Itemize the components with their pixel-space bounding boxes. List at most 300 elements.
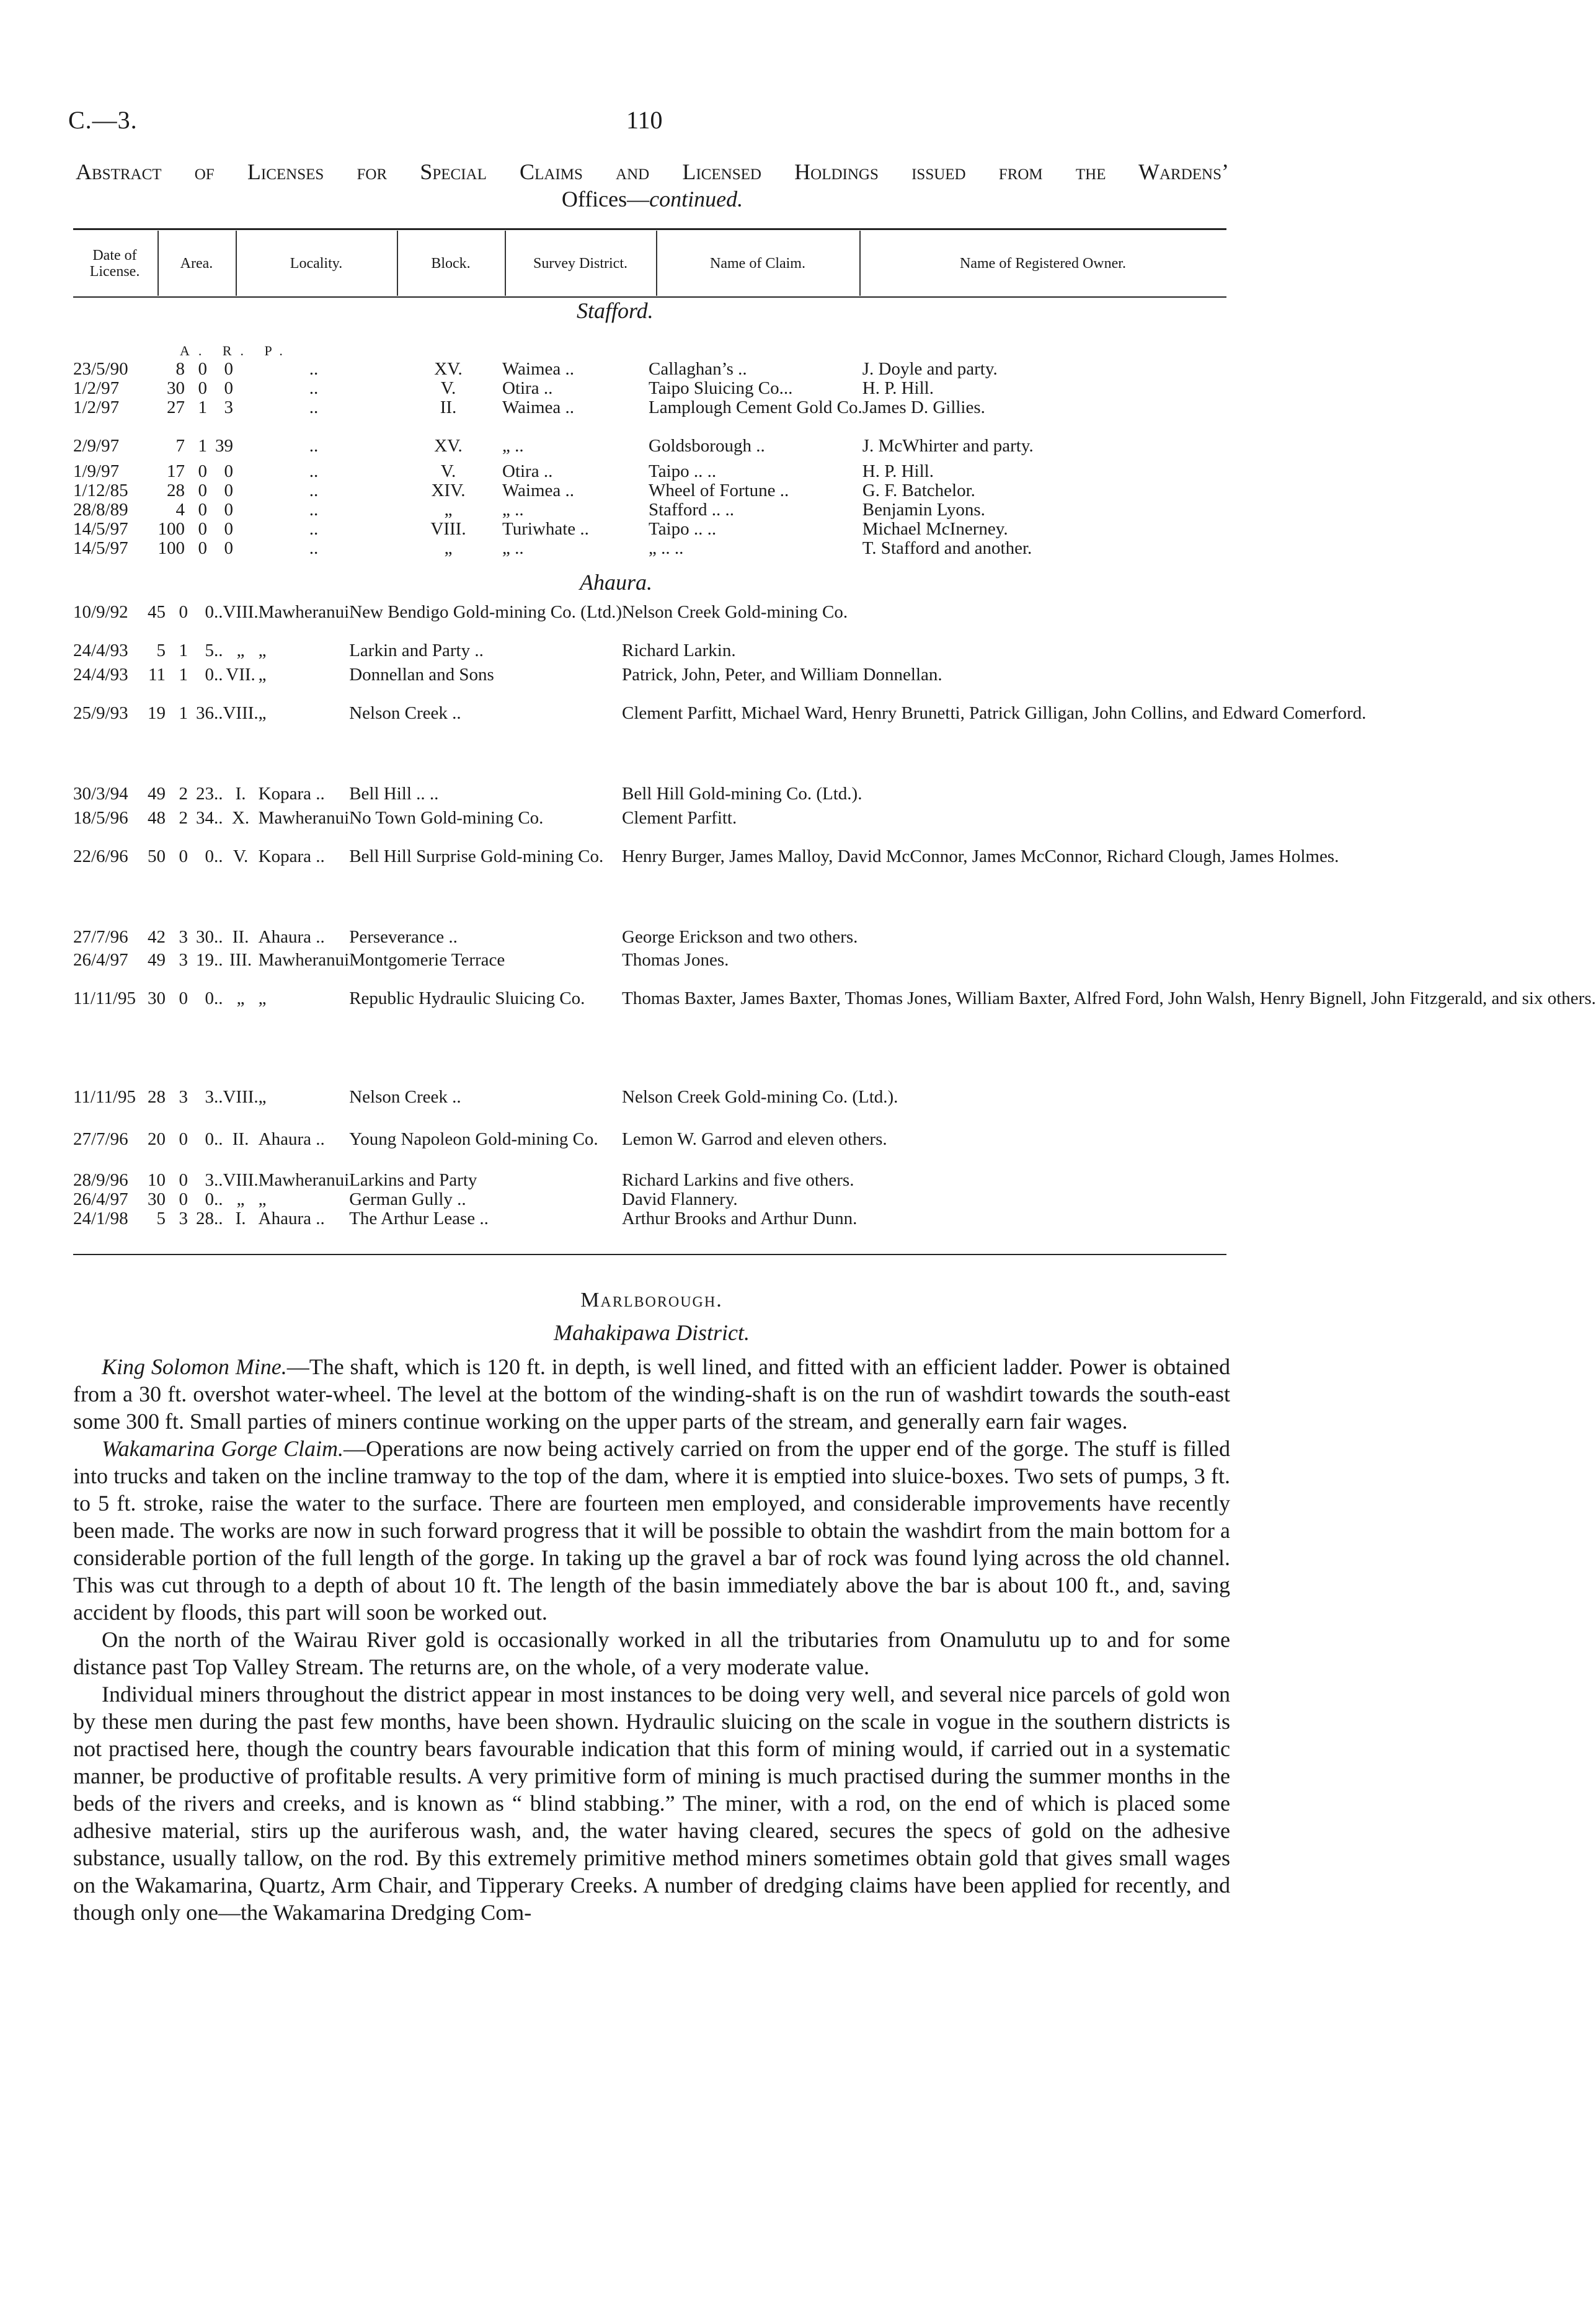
cell-block: XV. <box>434 359 463 379</box>
cell-date: 25/9/93 <box>73 703 128 723</box>
cell-acres: 27 <box>167 397 185 417</box>
cell-claim: The Arthur Lease .. <box>349 1209 489 1228</box>
title-line-2-text: Offices— <box>561 187 650 211</box>
cell-area <box>155 437 233 462</box>
cell-claim: Nelson Creek .. <box>349 703 461 723</box>
page-number: 110 <box>626 106 663 134</box>
title-line-2-continued: continued. <box>649 187 743 211</box>
table-row <box>73 379 1185 398</box>
cell-roods: 0 <box>179 602 188 622</box>
table-row <box>73 437 1185 462</box>
cell-perches: 0 <box>205 602 214 622</box>
report-paragraph <box>73 1626 1230 1681</box>
cell-block: „ <box>236 988 245 1008</box>
cell-acres: 49 <box>147 950 166 970</box>
table-row <box>73 1088 1596 1130</box>
cell-roods: 1 <box>179 665 188 685</box>
cell-area <box>155 462 233 481</box>
cell-locality: .. <box>213 665 223 685</box>
cell-claim: Montgomerie Terrace <box>349 950 505 970</box>
cell-owner: Lemon W. Garrod and eleven others. <box>622 1129 887 1149</box>
header-divider <box>397 231 398 296</box>
cell-date: 27/7/96 <box>73 927 128 947</box>
cell-block: „ <box>444 538 453 558</box>
cell-owner: G. F. Batchelor. <box>862 481 975 500</box>
cell-area <box>136 951 214 989</box>
cell-perches: 0 <box>205 988 214 1008</box>
cell-area <box>155 520 233 539</box>
cell-claim: Bell Hill .. .. <box>349 784 439 804</box>
cell-block: XV. <box>434 436 463 456</box>
cell-roods: 0 <box>179 846 188 866</box>
report-paragraph <box>73 1353 1230 1435</box>
cell-owner: Thomas Jones. <box>622 950 729 970</box>
cell-owner: Patrick, John, Peter, and William Donnellan. <box>622 665 942 685</box>
cell-perches: 0 <box>224 481 233 500</box>
cell-locality: .. <box>309 538 319 558</box>
paragraph-text: —Operations are now being actively carried on from the upper end of the gorge. The stuff is filled into trucks and taken on the incline tramway to the top of the dam, where it is emptied into sluice-boxes. Two sets of pumps, 3 ft. to 5 ft. stroke, raise the water to the surface. There are fourteen men employed, and considerable improvements have recently been made. The works are now in such forward progress that it will be possible to obtain the washdirt from the main bottom for a considerable portion of the full length of the gorge. In taking up the gravel a bar of rock was found lying across the old channel. This was cut through to a depth of about 10 ft. The length of the basin immediately above the bar is about 100 ft., and, saving accident by floods, this part will soon be worked out. <box>73 1436 1230 1625</box>
cell-area <box>136 641 214 665</box>
cell-area <box>136 1130 214 1171</box>
cell-perches: 0 <box>224 461 233 481</box>
paragraph-lead: King Solomon Mine. <box>102 1354 287 1379</box>
cell-block: I. <box>235 784 246 804</box>
cell-locality: .. <box>309 500 319 520</box>
cell-owner: James D. Gillies. <box>862 397 985 417</box>
cell-district: „ <box>258 641 267 660</box>
header-block: Block. <box>431 255 471 272</box>
cell-claim: Donnellan and Sons <box>349 665 494 685</box>
table-row <box>73 847 1596 928</box>
cell-perches: 5 <box>205 641 214 660</box>
cell-date: 1/9/97 <box>73 461 120 481</box>
cell-block: I. <box>235 1209 246 1228</box>
cell-district: „ .. <box>502 436 524 456</box>
cell-claim: Wheel of Fortune .. <box>649 481 789 500</box>
header-top-rule <box>73 228 1226 230</box>
cell-perches: 3 <box>205 1087 214 1107</box>
cell-acres: 45 <box>147 602 166 622</box>
cell-owner: Nelson Creek Gold-mining Co. <box>622 602 848 622</box>
cell-locality: .. <box>309 481 319 500</box>
cell-locality: .. <box>213 1087 223 1107</box>
cell-area <box>136 847 214 928</box>
cell-perches: 39 <box>215 436 233 456</box>
cell-block: VIII. <box>223 703 259 723</box>
cell-date: 24/4/93 <box>73 641 128 660</box>
cell-district: Turiwhate .. <box>502 519 589 539</box>
cell-area <box>136 1171 214 1190</box>
cell-perches: 0 <box>224 378 233 398</box>
cell-area <box>136 989 214 1088</box>
cell-claim: Taipo .. .. <box>649 461 717 481</box>
cell-district: „ <box>258 988 267 1008</box>
cell-district: Mawheranui <box>258 602 350 622</box>
paragraph-lead: Wakamarina Gorge Claim. <box>102 1436 344 1461</box>
cell-date: 28/9/96 <box>73 1170 128 1190</box>
cell-district: „ <box>258 703 267 723</box>
cell-claim: Callaghan’s .. <box>649 359 747 379</box>
cell-perches: 0 <box>205 1189 214 1209</box>
cell-perches: 0 <box>224 538 233 558</box>
cell-district: „ <box>258 1087 267 1107</box>
cell-date: 2/9/97 <box>73 436 120 456</box>
cell-roods: 1 <box>198 436 207 456</box>
cell-block: V. <box>440 378 456 398</box>
cell-acres: 17 <box>167 461 185 481</box>
cell-roods: 3 <box>179 1087 188 1107</box>
cell-date: 24/1/98 <box>73 1209 128 1228</box>
cell-district: Waimea .. <box>502 359 575 379</box>
cell-area <box>136 704 214 784</box>
cell-district: Mawheranui <box>258 1170 350 1190</box>
cell-roods: 0 <box>198 519 207 539</box>
cell-block: XIV. <box>431 481 466 500</box>
table-row <box>73 603 1596 641</box>
cell-claim: Young Napoleon Gold-mining Co. <box>349 1129 598 1149</box>
cell-locality: .. <box>213 846 223 866</box>
header-divider <box>656 231 657 296</box>
cell-locality: .. <box>309 461 319 481</box>
cell-area <box>136 1190 214 1209</box>
header-date: Date of License. <box>89 247 140 280</box>
cell-locality: .. <box>213 1129 223 1149</box>
paragraph-text: Individual miners throughout the district appear in most instances to be doing very well, and several nice parcels of gold won by these men during the past few months, have been shown. Hydraulic sluicing on the scale in vogue in the southern districts is not practised here, though the country bears favourable indication that this form of mining would, if carried out in a systematic manner, be productive of profitable results. A very primitive form of mining is much practised during the summer months in the beds of the rivers and creeks, and is known as “ blind stabbing.” The miner, with a rod, on the end of which is placed some adhesive material, stirs up the auriferous wash, and, the water having cleared, secures the specs of gold on the adhesive substance, usually tallow, on the rod. By this extremely primitive method miners sometimes obtain gold that gives small wages on the Wakamarina, Quartz, Arm Chair, and Tipperary Creeks. A number of dredging claims have been applied for recently, and though only one—the Wakamarina Dredging Com- <box>73 1682 1230 1925</box>
cell-date: 28/8/89 <box>73 500 128 520</box>
cell-perches: 0 <box>224 519 233 539</box>
table-header <box>73 231 1226 296</box>
cell-locality: .. <box>309 378 319 398</box>
cell-roods: 0 <box>198 461 207 481</box>
cell-date: 14/5/97 <box>73 538 128 558</box>
cell-area <box>155 539 233 558</box>
title-line-2 <box>76 185 1229 213</box>
cell-perches: 30 <box>195 927 214 947</box>
cell-district: Mawheranui <box>258 808 350 828</box>
cell-area <box>155 398 233 437</box>
header-claim: Name of Claim. <box>710 255 805 272</box>
table-row <box>73 539 1185 558</box>
cell-perches: 3 <box>224 397 233 417</box>
cell-district: Mawheranui <box>258 950 350 970</box>
cell-locality: .. <box>213 703 223 723</box>
cell-area <box>136 603 214 641</box>
cell-acres: 100 <box>157 519 185 539</box>
cell-acres: 5 <box>156 1209 166 1228</box>
cell-district: Kopara .. <box>258 784 325 804</box>
table-row <box>73 641 1596 665</box>
cell-owner: Nelson Creek Gold-mining Co. (Ltd.). <box>622 1087 898 1107</box>
cell-owner: H. P. Hill. <box>862 461 934 481</box>
table-row <box>73 951 1596 989</box>
cell-claim: Nelson Creek .. <box>349 1087 461 1107</box>
cell-date: 11/11/95 <box>73 1087 136 1107</box>
cell-claim: New Bendigo Gold-mining Co. (Ltd.) <box>349 602 622 622</box>
cell-perches: 0 <box>205 665 214 685</box>
cell-district: Ahaura .. <box>258 1209 325 1228</box>
cell-date: 18/5/96 <box>73 808 128 828</box>
cell-district: Waimea .. <box>502 481 575 500</box>
paragraph-text: On the north of the Wairau River gold is occasionally worked in all the tributaries from Onamulutu up to and for some distance past Top Valley Stream. The returns are, on the whole, of a very moderate value. <box>73 1627 1230 1679</box>
table-row <box>73 1209 1596 1228</box>
cell-owner: Henry Burger, James Malloy, David McConnor, James McConnor, Richard Clough, James Holmes. <box>622 846 1339 866</box>
cell-locality: .. <box>213 641 223 660</box>
cell-perches: 23 <box>195 784 214 804</box>
stafford-table <box>73 360 1185 558</box>
cell-district: Waimea .. <box>502 397 575 417</box>
cell-roods: 3 <box>179 950 188 970</box>
table-title <box>76 158 1229 213</box>
cell-district: „ .. <box>502 538 524 558</box>
cell-perches: 19 <box>195 950 214 970</box>
table-row <box>73 500 1185 520</box>
cell-date: 11/11/95 <box>73 988 136 1008</box>
cell-roods: 1 <box>179 641 188 660</box>
cell-date: 23/5/90 <box>73 359 128 379</box>
cell-owner: Benjamin Lyons. <box>862 500 985 520</box>
cell-perches: 36 <box>195 703 214 723</box>
cell-acres: 28 <box>167 481 185 500</box>
cell-block: X. <box>231 808 250 828</box>
cell-locality: .. <box>309 436 319 456</box>
report-paragraph <box>73 1435 1230 1626</box>
cell-roods: 0 <box>179 1189 188 1209</box>
cell-acres: 30 <box>147 1189 166 1209</box>
cell-area <box>136 1209 214 1228</box>
cell-locality: .. <box>213 784 223 804</box>
cell-owner: Bell Hill Gold-mining Co. (Ltd.). <box>622 784 862 804</box>
cell-acres: 30 <box>167 378 185 398</box>
cell-claim: Larkin and Party .. <box>349 641 484 660</box>
cell-locality: .. <box>309 519 319 539</box>
cell-claim: Lamplough Cement Gold Co. <box>649 397 862 417</box>
cell-block: „ <box>236 1189 245 1209</box>
cell-roods: 1 <box>179 703 188 723</box>
cell-locality: .. <box>213 1170 223 1190</box>
cell-acres: 50 <box>147 846 166 866</box>
cell-claim: Perseverance .. <box>349 927 458 947</box>
cell-owner: J. McWhirter and party. <box>862 436 1034 456</box>
cell-block: VIII. <box>223 1170 259 1190</box>
cell-owner: Arthur Brooks and Arthur Dunn. <box>622 1209 858 1228</box>
table-row <box>73 462 1185 481</box>
cell-locality: .. <box>213 927 223 947</box>
cell-area <box>136 1088 214 1130</box>
header-divider <box>157 231 159 296</box>
cell-date: 10/9/92 <box>73 602 128 622</box>
cell-owner: Richard Larkins and five others. <box>622 1170 854 1190</box>
cell-owner: J. Doyle and party. <box>862 359 998 379</box>
cell-locality: .. <box>213 988 223 1008</box>
cell-district: „ <box>258 665 267 685</box>
cell-block: „ <box>444 500 453 520</box>
cell-claim: Taipo .. .. <box>649 519 717 539</box>
cell-roods: 0 <box>198 378 207 398</box>
cell-area <box>136 809 214 847</box>
cell-claim: German Gully .. <box>349 1189 466 1209</box>
cell-area <box>136 928 214 951</box>
cell-owner: Richard Larkin. <box>622 641 736 660</box>
table-row <box>73 928 1596 951</box>
header-district: Survey District. <box>533 255 627 272</box>
cell-owner: David Flannery. <box>622 1189 738 1209</box>
cell-claim: Goldsborough .. <box>649 436 765 456</box>
cell-block: VIII. <box>223 602 259 622</box>
cell-date: 26/4/97 <box>73 1189 128 1209</box>
cell-area <box>155 379 233 398</box>
cell-date: 26/4/97 <box>73 950 128 970</box>
cell-acres: 42 <box>147 927 166 947</box>
cell-locality: .. <box>309 397 319 417</box>
cell-acres: 30 <box>147 988 166 1008</box>
cell-owner: Clement Parfitt, Michael Ward, Henry Brunetti, Patrick Gilligan, John Collins, and Edward Comerford. <box>622 703 1367 723</box>
cell-area <box>155 481 233 500</box>
cell-area <box>155 360 233 379</box>
cell-roods: 0 <box>179 1170 188 1190</box>
cell-owner: Thomas Baxter, James Baxter, Thomas Jones, William Baxter, Alfred Ford, John Walsh, Henry Bignell, John Fitzgerald, and six others. <box>622 988 1596 1008</box>
cell-district: Otira .. <box>502 378 553 398</box>
cell-acres: 48 <box>147 808 166 828</box>
paragraph-text: —The shaft, which is 120 ft. in depth, is well lined, and fitted with an efficient ladder. Power is obtained from a 30 ft. overshot water-wheel. The level at the bottom of the winding-shaft is on the run of washdirt towards the south-east some 300 ft. Small parties of miners continue working on the upper parts of the stream, and generally earn fair wages. <box>73 1354 1230 1434</box>
report-subheading: Mahakipawa District. <box>554 1320 750 1345</box>
cell-perches: 3 <box>205 1170 214 1190</box>
cell-block: VIII. <box>223 1087 259 1107</box>
cell-perches: 0 <box>205 1129 214 1149</box>
cell-acres: 19 <box>147 703 166 723</box>
cell-district: „ .. <box>502 500 524 520</box>
cell-area <box>155 500 233 520</box>
cell-block: „ <box>236 641 245 660</box>
cell-acres: 100 <box>157 538 185 558</box>
header-divider <box>505 231 506 296</box>
table-row <box>73 784 1596 809</box>
cell-date: 27/7/96 <box>73 1129 128 1149</box>
cell-locality: .. <box>213 1209 223 1228</box>
cell-owner: Clement Parfitt. <box>622 808 737 828</box>
cell-acres: 49 <box>147 784 166 804</box>
header-area: Area. <box>180 255 213 272</box>
cell-date: 1/2/97 <box>73 397 120 417</box>
cell-date: 22/6/96 <box>73 846 128 866</box>
cell-district: „ <box>258 1189 267 1209</box>
cell-block: III. <box>229 950 252 970</box>
cell-block: II. <box>232 1129 249 1149</box>
cell-claim: Republic Hydraulic Sluicing Co. <box>349 988 585 1008</box>
cell-locality: .. <box>213 602 223 622</box>
cell-acres: 5 <box>156 641 166 660</box>
cell-block: V. <box>440 461 456 481</box>
cell-acres: 8 <box>175 359 185 379</box>
cell-acres: 10 <box>147 1170 166 1190</box>
cell-locality: .. <box>213 950 223 970</box>
cell-owner: T. Stafford and another. <box>862 538 1032 558</box>
cell-perches: 28 <box>195 1209 214 1228</box>
cell-block: V. <box>233 846 249 866</box>
cell-claim: Stafford .. .. <box>649 500 735 520</box>
cell-district: Kopara .. <box>258 846 325 866</box>
cell-date: 24/4/93 <box>73 665 128 685</box>
cell-roods: 0 <box>179 988 188 1008</box>
ahaura-table <box>73 603 1596 1228</box>
cell-owner: Michael McInerney. <box>862 519 1008 539</box>
cell-roods: 0 <box>198 538 207 558</box>
cell-roods: 0 <box>198 359 207 379</box>
cell-roods: 3 <box>179 1209 188 1228</box>
cell-perches: 0 <box>205 846 214 866</box>
cell-date: 1/2/97 <box>73 378 120 398</box>
cell-locality: .. <box>213 1189 223 1209</box>
table-row <box>73 481 1185 500</box>
table-row <box>73 665 1596 704</box>
cell-claim: No Town Gold-mining Co. <box>349 808 544 828</box>
cell-claim: Bell Hill Surprise Gold-mining Co. <box>349 846 604 866</box>
cell-date: 1/12/85 <box>73 481 128 500</box>
cell-owner: H. P. Hill. <box>862 378 934 398</box>
cell-claim: Larkins and Party <box>349 1170 477 1190</box>
cell-perches: 34 <box>195 808 214 828</box>
cell-date: 30/3/94 <box>73 784 128 804</box>
cell-block: VII. <box>226 665 255 685</box>
table-row <box>73 360 1185 379</box>
cell-perches: 0 <box>224 500 233 520</box>
cell-area <box>136 665 214 704</box>
table-row <box>73 1190 1596 1209</box>
cell-perches: 0 <box>224 359 233 379</box>
table-row <box>73 809 1596 847</box>
header-divider <box>236 231 237 296</box>
table-row <box>73 1130 1596 1171</box>
cell-acres: 28 <box>147 1087 166 1107</box>
cell-district: Otira .. <box>502 461 553 481</box>
cell-acres: 4 <box>175 500 185 520</box>
cell-locality: .. <box>213 808 223 828</box>
cell-acres: 11 <box>148 665 166 685</box>
cell-block: II. <box>440 397 457 417</box>
cell-district: Ahaura .. <box>258 927 325 947</box>
cell-roods: 2 <box>179 808 188 828</box>
report-paragraph <box>73 1681 1230 1926</box>
cell-claim: Taipo Sluicing Co... <box>649 378 793 398</box>
header-divider <box>859 231 861 296</box>
cell-date: 14/5/97 <box>73 519 128 539</box>
report-heading: Marlborough. <box>580 1289 723 1312</box>
cell-roods: 3 <box>179 927 188 947</box>
cell-roods: 2 <box>179 784 188 804</box>
header-owner: Name of Registered Owner. <box>960 255 1126 272</box>
area-units: A. R. P. <box>180 343 291 358</box>
section-title-stafford: Stafford. <box>577 298 654 323</box>
cell-claim: „ .. .. <box>649 538 684 558</box>
cell-block: VIII. <box>430 519 466 539</box>
table-row <box>73 398 1185 437</box>
cell-acres: 20 <box>147 1129 166 1149</box>
section-title-ahaura: Ahaura. <box>580 570 652 595</box>
cell-acres: 7 <box>175 436 185 456</box>
cell-roods: 1 <box>198 397 207 417</box>
cell-owner: George Erickson and two others. <box>622 927 858 947</box>
cell-roods: 0 <box>198 481 207 500</box>
document-reference: C.—3. <box>68 106 138 134</box>
table-bottom-rule <box>73 1254 1226 1255</box>
cell-roods: 0 <box>198 500 207 520</box>
cell-district: Ahaura .. <box>258 1129 325 1149</box>
cell-roods: 0 <box>179 1129 188 1149</box>
table-row <box>73 1171 1596 1190</box>
table-row <box>73 704 1596 784</box>
cell-area <box>136 784 214 809</box>
title-line-1: Abstract of Licenses for Special Claims and Licensed Holdings issued from the Wardens’ <box>76 159 1229 184</box>
cell-block: II. <box>232 927 249 947</box>
